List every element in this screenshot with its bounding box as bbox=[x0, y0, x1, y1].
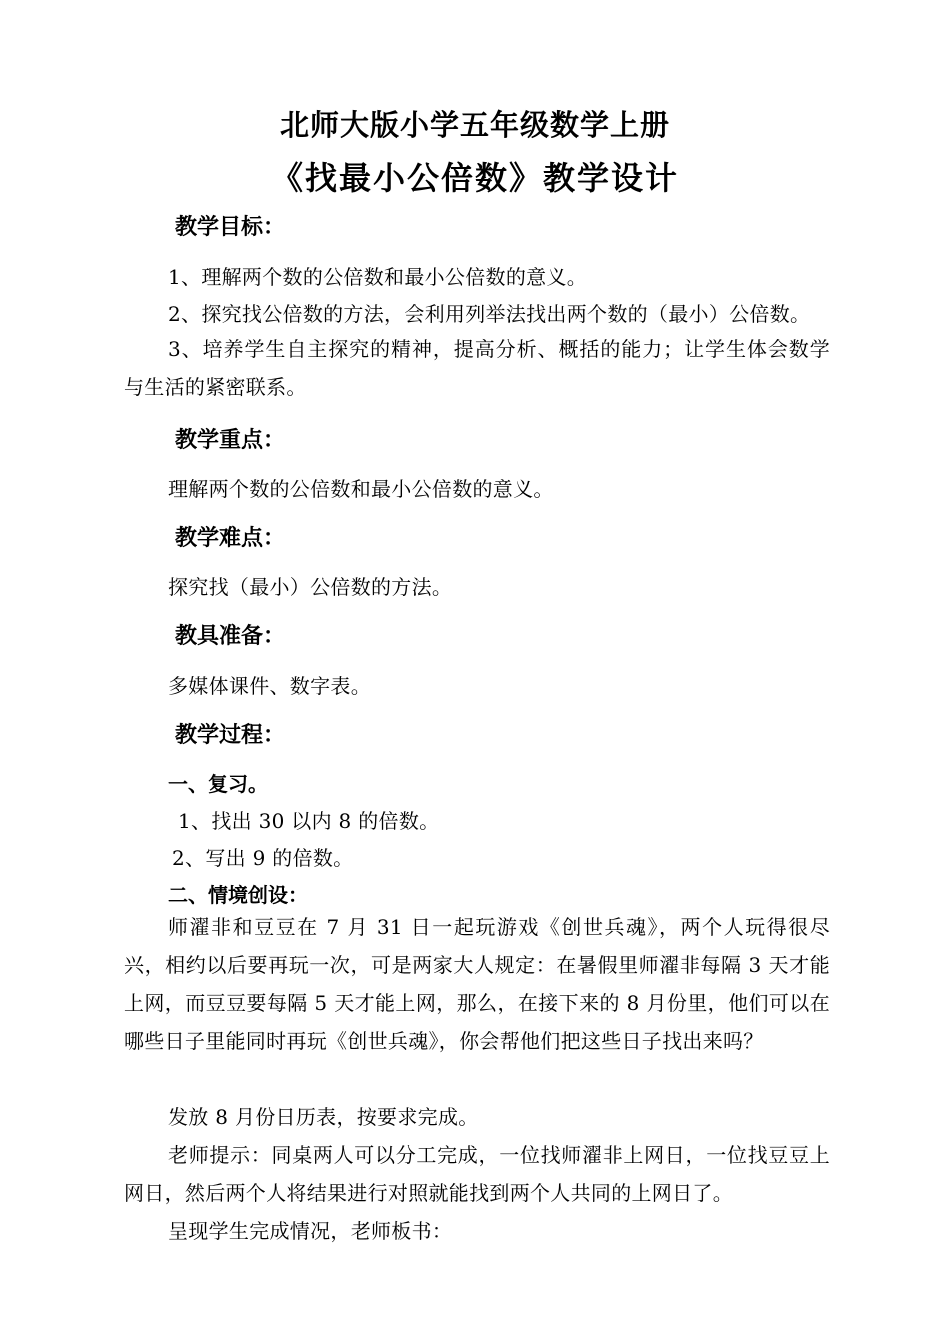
section1-item-2: 2、写出 9 的倍数。 bbox=[172, 846, 354, 870]
objectives-heading: 教学目标： bbox=[175, 215, 286, 240]
objective-item-3: 3、培养学生自主探究的精神，提高分析、概括的能力；让学生体会数学与生活的紧密联系。 bbox=[124, 337, 830, 399]
materials-text: 多媒体课件、数字表。 bbox=[168, 674, 371, 698]
materials-heading: 教具准备： bbox=[175, 624, 286, 649]
calendar-paragraph: 发放 8 月份日历表，按要求完成。 bbox=[168, 1105, 479, 1129]
process-heading: 教学过程： bbox=[175, 723, 286, 748]
difficulty-text: 探究找（最小）公倍数的方法。 bbox=[168, 575, 453, 599]
board-writing-paragraph: 呈现学生完成情况，老师板书： bbox=[168, 1219, 453, 1243]
key-point-heading: 教学重点： bbox=[175, 428, 286, 453]
section1-heading: 一、复习。 bbox=[168, 772, 268, 796]
difficulty-heading: 教学难点： bbox=[175, 526, 286, 551]
teacher-hint-paragraph: 老师提示：同桌两人可以分工完成，一位找师濯非上网日，一位找豆豆上网日，然后两个人将结果进行对照就能找到两个人共同的上网日了。 bbox=[124, 1143, 830, 1205]
document-title-line1: 北师大版小学五年级数学上册 bbox=[279, 108, 670, 142]
objective-item-2: 2、探究找公倍数的方法，会利用列举法找出两个数的（最小）公倍数。 bbox=[168, 302, 811, 326]
section1-item-1: 1、找出 30 以内 8 的倍数。 bbox=[178, 809, 440, 833]
key-point-text: 理解两个数的公倍数和最小公倍数的意义。 bbox=[168, 477, 554, 501]
document-title-line2: 《找最小公倍数》教学设计 bbox=[270, 159, 679, 197]
scenario-paragraph: 师濯非和豆豆在 7 月 31 日一起玩游戏《创世兵魂》，两个人玩得很尽兴，相约以后要再玩一次，可是两家大人规定：在暑假里师濯非每隔 3 天才能上网，而豆豆要每隔 5 天才能上网，那么，在接下来的 8 月份里，他们可以在哪些日子里能同时再玩《创世兵魂》，你会帮他们把这些日子找出来吗？ bbox=[124, 915, 830, 1053]
objective-item-1: 1、理解两个数的公倍数和最小公倍数的意义。 bbox=[168, 265, 588, 289]
section2-heading: 二、情境创设： bbox=[168, 883, 308, 907]
